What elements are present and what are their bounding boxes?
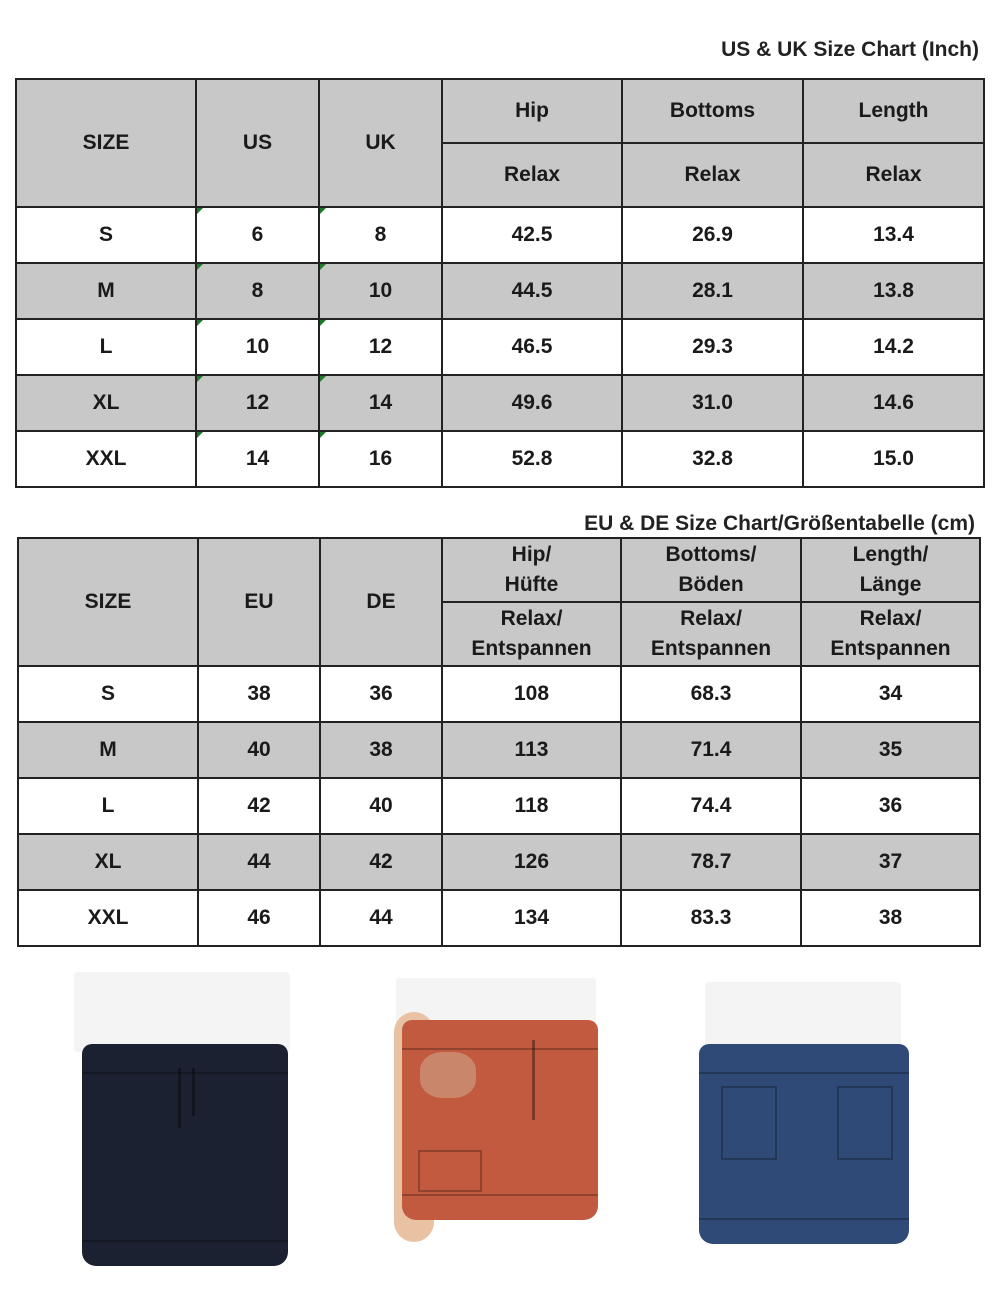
header-bottoms-line1: Bottoms/ [665,543,757,566]
cell-uk: 8 [319,207,442,263]
relax-line2: Entspannen [830,637,951,660]
cell-us: 8 [196,263,319,319]
cell-bottoms: 31.0 [622,375,803,431]
cell-length: 13.8 [803,263,984,319]
relax-line1: Relax/ [680,607,742,630]
navy-shorts-photo [685,972,920,1298]
cell-size: S [18,666,198,722]
cell-hip: 44.5 [442,263,622,319]
cell-hip: 134 [442,890,621,946]
header-size: SIZE [18,538,198,666]
header-length-line2: Länge [859,573,922,596]
cell-hip: 46.5 [442,319,622,375]
header-length [801,538,980,602]
relax-line1: Relax/ [500,607,563,630]
cell-uk: 16 [319,431,442,487]
table-row [16,431,984,487]
cell-hip: 113 [442,722,621,778]
cell-length: 34 [801,666,980,722]
table-row [18,834,980,890]
header-bottoms-relax: Relax [622,143,803,207]
cell-bottoms: 74.4 [621,778,801,834]
cell-size: M [16,263,196,319]
cell-uk: 10 [319,263,442,319]
relax-line2: Entspannen [650,637,772,660]
cell-uk: 12 [319,319,442,375]
cell-size: XXL [16,431,196,487]
cell-eu: 38 [198,666,320,722]
cell-de: 38 [320,722,442,778]
rust-shorts-photo [380,972,620,1298]
cell-us: 6 [196,207,319,263]
cell-length: 38 [801,890,980,946]
header-length-line1: Length/ [852,543,929,566]
header-eu: EU [198,538,320,666]
cell-hip: 49.6 [442,375,622,431]
header-bottoms [621,538,801,602]
cell-bottoms: 71.4 [621,722,801,778]
cell-length: 36 [801,778,980,834]
us-uk-size-table [15,78,985,488]
cell-size: S [16,207,196,263]
header-length: Length [803,79,984,143]
cell-bottoms: 83.3 [621,890,801,946]
cell-hip: 118 [442,778,621,834]
cell-uk: 14 [319,375,442,431]
eu-de-size-table [17,537,981,947]
cell-length: 15.0 [803,431,984,487]
cell-bottoms: 26.9 [622,207,803,263]
cell-de: 36 [320,666,442,722]
header-uk: UK [319,79,442,207]
header-length-relax: Relax [803,143,984,207]
cell-eu: 46 [198,890,320,946]
cell-hip: 108 [442,666,621,722]
cell-bottoms: 28.1 [622,263,803,319]
cell-de: 42 [320,834,442,890]
black-shorts-photo [60,972,310,1298]
cell-us: 14 [196,431,319,487]
cell-eu: 40 [198,722,320,778]
header-bottoms-relax [621,602,801,666]
cell-length: 37 [801,834,980,890]
table-row [18,778,980,834]
cell-hip: 126 [442,834,621,890]
table-row [18,666,980,722]
cell-size: M [18,722,198,778]
header-de: DE [320,538,442,666]
header-hip-line1: Hip/ [511,543,552,566]
cell-hip: 42.5 [442,207,622,263]
cell-size: XL [18,834,198,890]
cell-length: 14.2 [803,319,984,375]
header-size: SIZE [16,79,196,207]
eu-de-chart-title: EU & DE Size Chart/Größentabelle (cm) [584,512,975,535]
header-bottoms-line2: Böden [678,573,744,596]
cell-hip: 52.8 [442,431,622,487]
table-row [16,319,984,375]
header-us: US [196,79,319,207]
header-hip [442,538,621,602]
header-length-relax [801,602,980,666]
cell-size: L [16,319,196,375]
header-bottoms: Bottoms [622,79,803,143]
table-row [16,375,984,431]
cell-eu: 44 [198,834,320,890]
cell-length: 13.4 [803,207,984,263]
header-hip-line2: Hüfte [504,573,559,596]
cell-size: L [18,778,198,834]
table-row [18,722,980,778]
header-hip-relax [442,602,621,666]
table-row [16,207,984,263]
cell-eu: 42 [198,778,320,834]
relax-line1: Relax/ [859,607,922,630]
cell-size: XXL [18,890,198,946]
table-row [18,890,980,946]
cell-us: 12 [196,375,319,431]
us-uk-chart-title: US & UK Size Chart (Inch) [721,38,979,61]
cell-us: 10 [196,319,319,375]
cell-de: 44 [320,890,442,946]
cell-bottoms: 68.3 [621,666,801,722]
header-hip-relax: Relax [442,143,622,207]
header-hip: Hip [442,79,622,143]
cell-bottoms: 29.3 [622,319,803,375]
cell-de: 40 [320,778,442,834]
cell-length: 35 [801,722,980,778]
cell-length: 14.6 [803,375,984,431]
cell-bottoms: 32.8 [622,431,803,487]
cell-bottoms: 78.7 [621,834,801,890]
table-row [16,263,984,319]
cell-size: XL [16,375,196,431]
relax-line2: Entspannen [471,637,592,660]
